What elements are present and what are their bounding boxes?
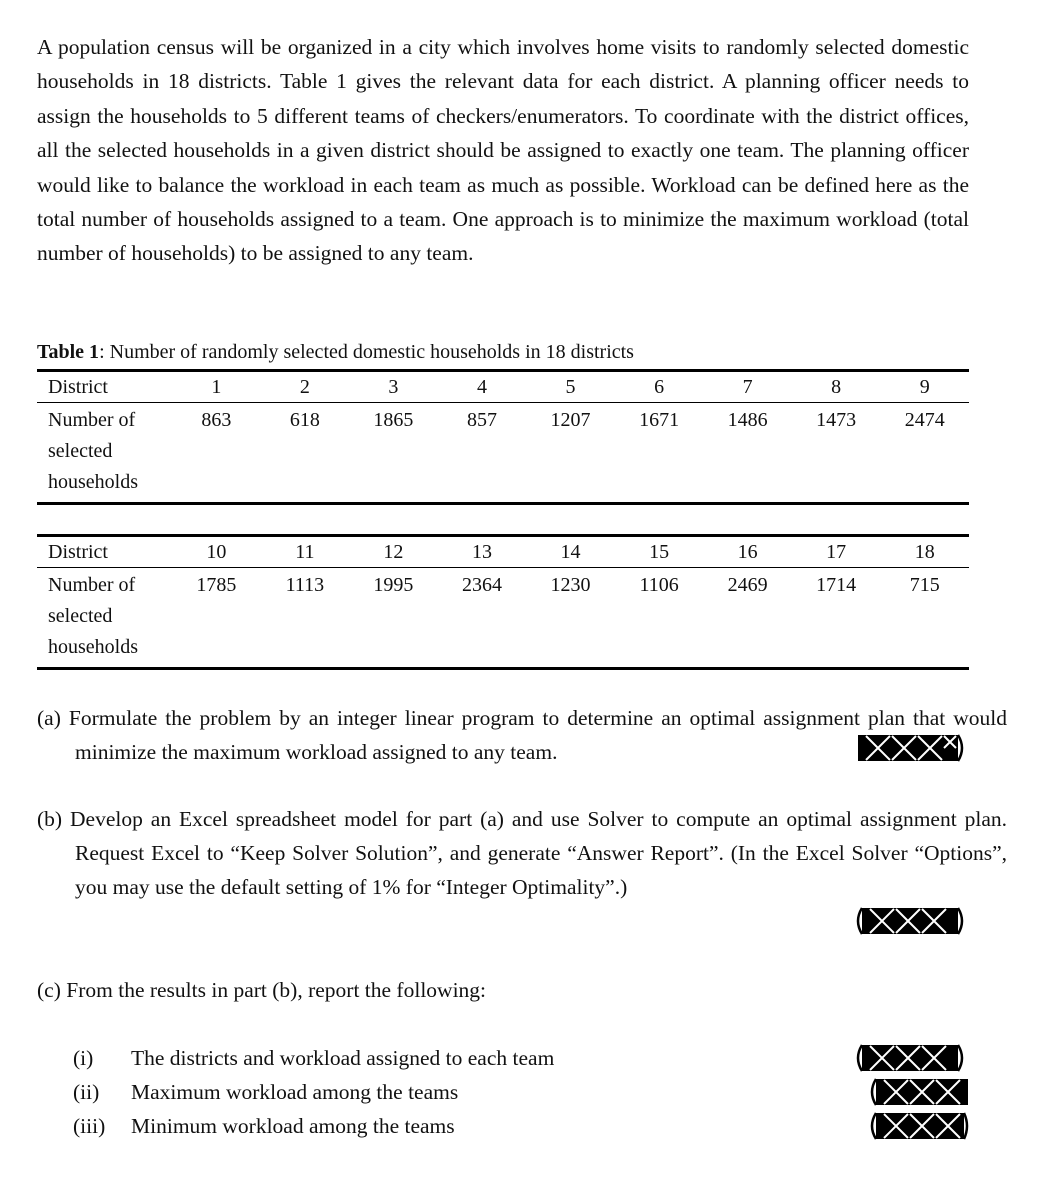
question-b <box>37 802 1007 904</box>
table-caption-text: : Number of randomly selected domestic households in 18 districts <box>99 341 634 363</box>
households-cell: 1671 <box>639 409 680 431</box>
district-label: District <box>37 536 172 568</box>
households-cell: 618 <box>289 409 320 431</box>
district-cell: 6 <box>615 371 704 403</box>
redacted-marks-icon <box>852 906 968 936</box>
households-cell: 1207 <box>550 409 591 431</box>
sub-item-numeral: (i) <box>73 1046 94 1070</box>
question-b-label: (b) <box>37 807 63 831</box>
redacted-marks-icon <box>866 1111 970 1141</box>
sub-item-text: Minimum workload among the teams <box>131 1114 455 1138</box>
district-cell: 18 <box>880 536 969 568</box>
households-cell: 715 <box>909 574 940 596</box>
households-cell: 1865 <box>373 409 414 431</box>
households-cell: 1714 <box>816 574 857 596</box>
question-a-text: Formulate the problem by an integer linear program to determine an optimal assignment plan that would minimize the maximum workload assigned to any team. <box>68 706 1007 764</box>
redacted-marks-icon <box>852 1043 968 1073</box>
district-cell: 10 <box>172 536 261 568</box>
district-cell: 14 <box>526 536 615 568</box>
district-cell: 15 <box>615 536 704 568</box>
district-row <box>37 536 969 568</box>
households-cell: 2469 <box>727 574 768 596</box>
households-cell: 1106 <box>639 574 679 596</box>
households-row <box>37 568 969 669</box>
question-b-text: Develop an Excel spreadsheet model for part (a) and use Solver to compute an optimal assignment plan. Request Excel to “Keep Solver Solution”, and generate “Answer Report”. (In the Excel Solver “Options”, you may use the default setting of 1% for “Integer Optimality”.) <box>70 807 1008 899</box>
district-cell: 8 <box>792 371 881 403</box>
sub-item-text: The districts and workload assigned to each team <box>131 1046 555 1070</box>
sub-item <box>73 1041 554 1075</box>
question-c <box>37 973 1007 1007</box>
households-cell: 2364 <box>461 574 502 596</box>
households-row <box>37 403 969 504</box>
district-cell: 1 <box>172 371 261 403</box>
households-label: Number of selected households <box>48 409 138 493</box>
sub-item-numeral: (iii) <box>73 1114 106 1138</box>
district-cell: 9 <box>880 371 969 403</box>
district-cell: 3 <box>349 371 438 403</box>
households-cell: 857 <box>466 409 497 431</box>
district-cell: 4 <box>438 371 527 403</box>
redacted-marks-icon <box>856 733 968 763</box>
households-cell: 1995 <box>373 574 414 596</box>
question-c-label: (c) <box>37 978 61 1002</box>
households-label: Number of selected households <box>48 574 138 658</box>
question-c-text: From the results in part (b), report the following: <box>66 978 487 1002</box>
households-cell: 1486 <box>727 409 768 431</box>
intro-paragraph: A population census will be organized in a city which involves home visits to randomly selected domestic households in 18 districts. Table 1 gives the relevant data for each district. A planning officer needs to assign the households to 5 different teams of checkers/enumerators. To coordinate with the district offices, all the selected households in a given district should be assigned to exactly one team. The planning officer would like to balance the workload in each team as much as possible. Workload can be defined here as the total number of households assigned to a team. One approach is to minimize the maximum workload (total number of households) to be assigned to any team. <box>37 35 969 266</box>
sub-item-text: Maximum workload among the teams <box>131 1080 459 1104</box>
district-row <box>37 371 969 403</box>
redacted-marks-icon <box>866 1077 970 1107</box>
households-table-part-2 <box>37 534 969 670</box>
households-cell: 1473 <box>816 409 857 431</box>
district-cell: 12 <box>349 536 438 568</box>
households-cell: 1113 <box>285 574 325 596</box>
district-cell: 11 <box>261 536 350 568</box>
district-cell: 2 <box>261 371 350 403</box>
households-cell: 1785 <box>196 574 237 596</box>
households-cell: 863 <box>201 409 232 431</box>
district-cell: 5 <box>526 371 615 403</box>
question-a-label: (a) <box>37 706 61 730</box>
sub-item <box>73 1075 458 1109</box>
district-cell: 7 <box>703 371 792 403</box>
district-cell: 17 <box>792 536 881 568</box>
table-caption-bold: Table 1 <box>37 341 100 363</box>
households-table-part-1 <box>37 369 969 505</box>
district-cell: 13 <box>438 536 527 568</box>
district-label: District <box>37 371 172 403</box>
households-cell: 2474 <box>904 409 945 431</box>
table-caption <box>37 338 634 366</box>
sub-item-numeral: (ii) <box>73 1080 100 1104</box>
households-cell: 1230 <box>550 574 591 596</box>
district-cell: 16 <box>703 536 792 568</box>
sub-item <box>73 1109 455 1143</box>
